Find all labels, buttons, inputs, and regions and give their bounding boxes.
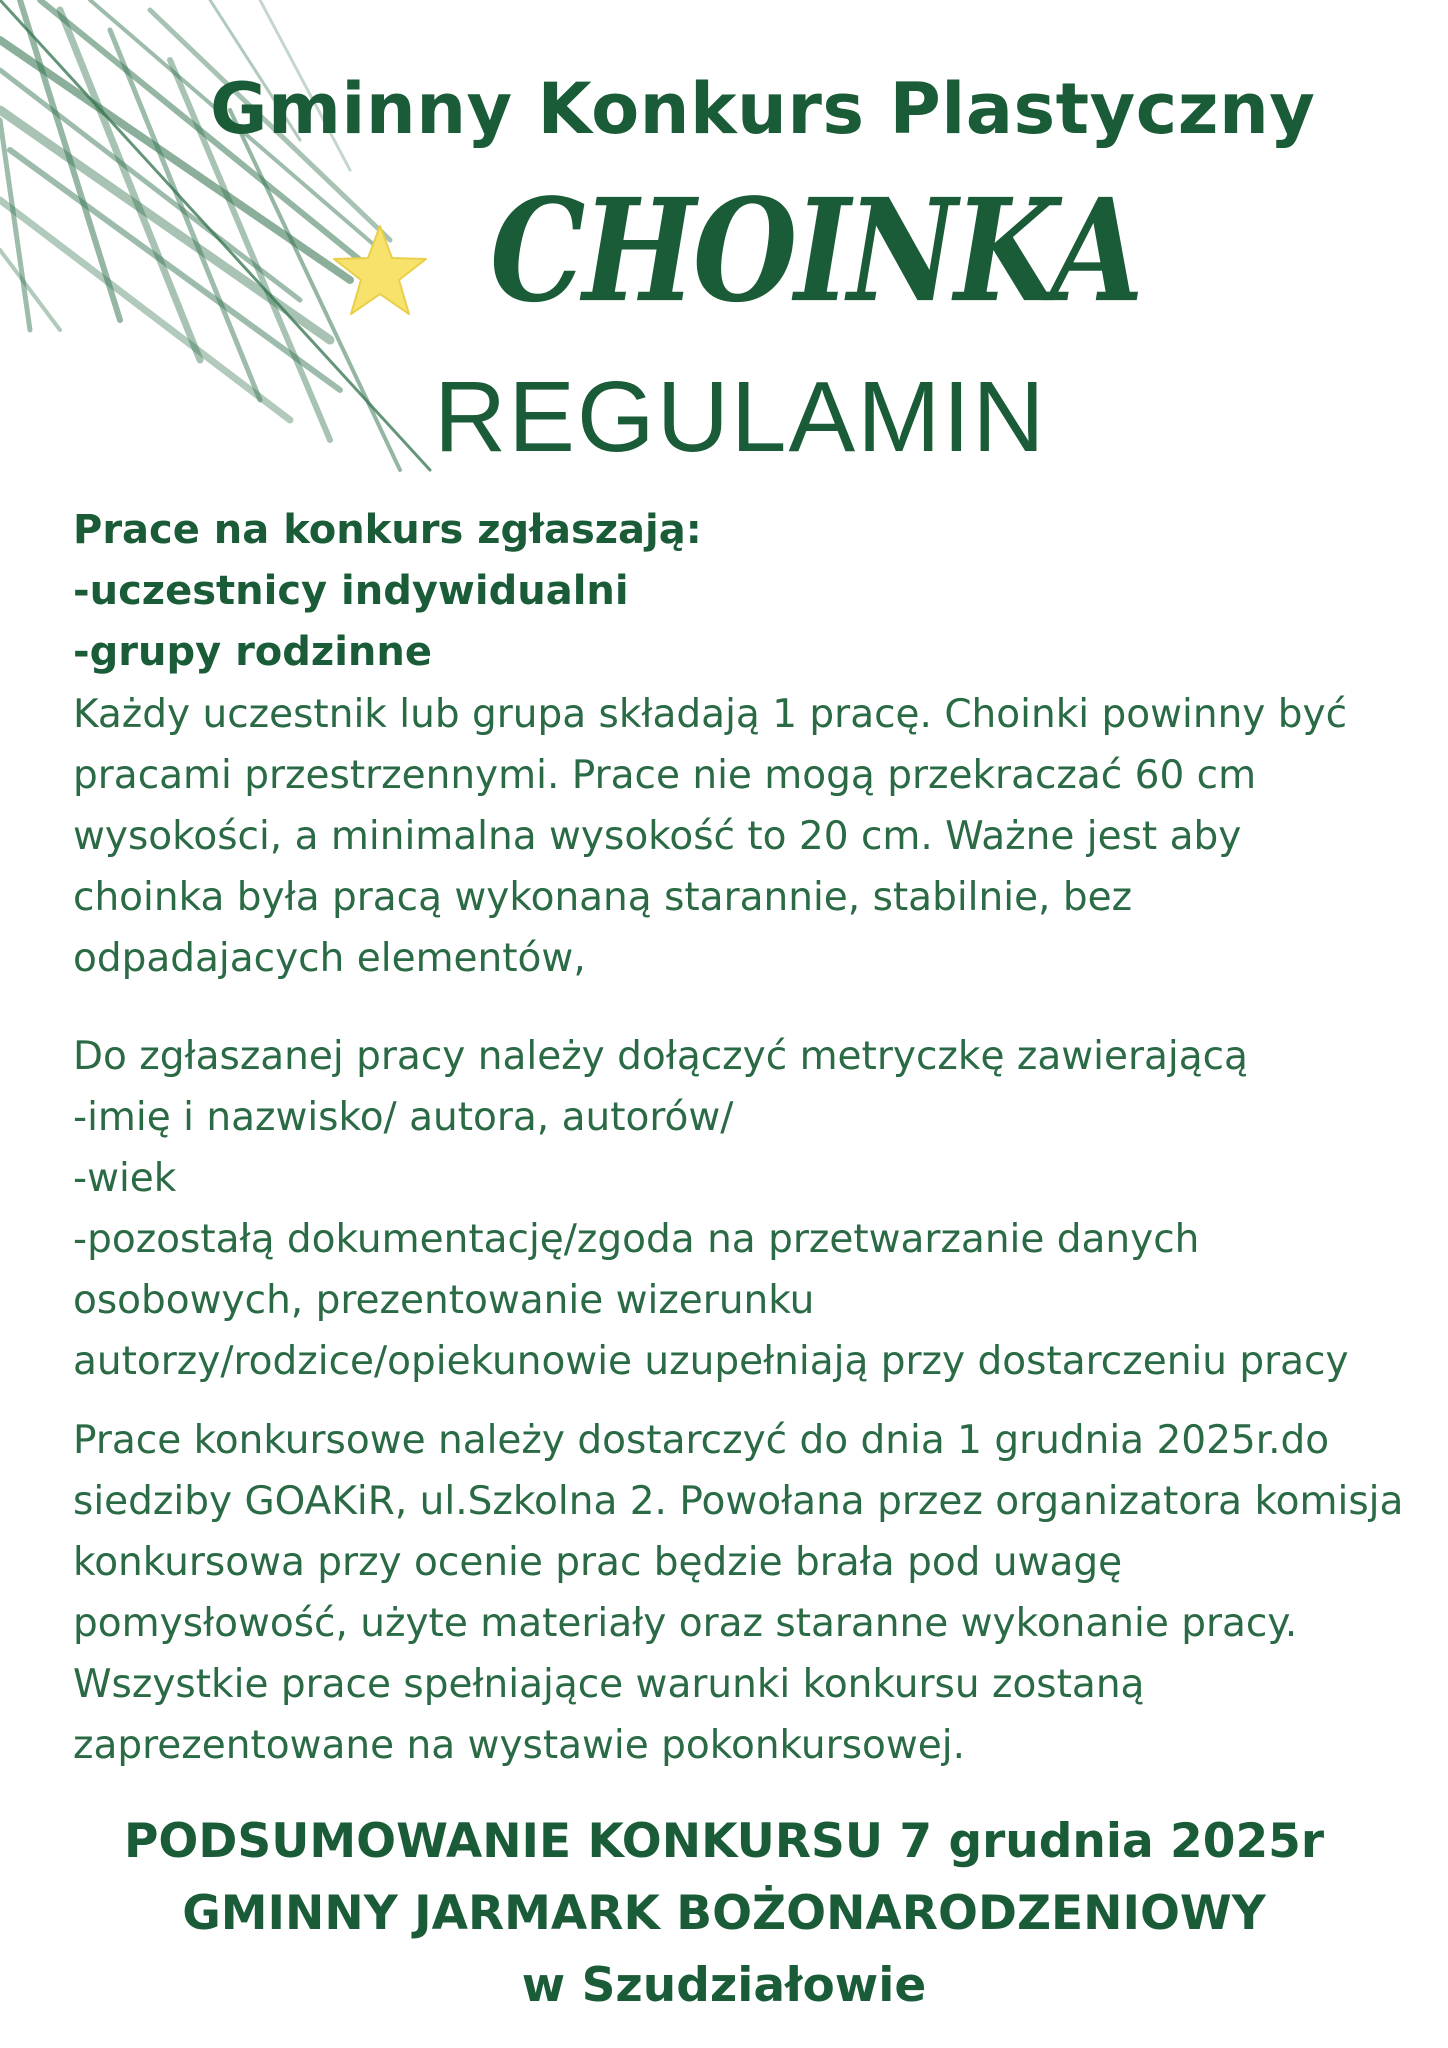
paragraph-line: wysokości, a minimalna wysokość to 20 cm. Ważne jest aby [73, 814, 1242, 859]
paragraph-line: pracami przestrzennymi. Prace nie mogą przekraczać 60 cm [73, 753, 1257, 798]
paragraph-rules [73, 684, 1433, 989]
paragraph-line: zaprezentowane na wystawie pokonkursowej. [73, 1723, 965, 1768]
paragraph-line: -wiek [73, 1156, 177, 1201]
paragraph-line: -pozostałą dokumentację/zgoda na przetwarzanie danych [73, 1217, 1200, 1262]
intro-line: -grupy rodzinne [73, 629, 432, 675]
paragraph-line: choinka była pracą wykonaną starannie, stabilnie, bez [73, 875, 1133, 920]
page-title: Gminny Konkurs Plastyczny [210, 68, 1316, 150]
intro-line: -uczestnicy indywidualni [73, 568, 629, 614]
paragraph-metryczka [73, 1026, 1433, 1392]
summary-footer [0, 1806, 1448, 2022]
regulamin-heading: REGULAMIN [434, 361, 1047, 473]
footer-line: GMINNY JARMARK BOŻONARODZENIOWY [182, 1886, 1266, 1941]
paragraph-line: siedziby GOAKiR, ul.Szkolna 2. Powołana przez organizatora komisja [73, 1479, 1404, 1524]
paragraph-line: odpadajacych elementów, [73, 936, 586, 981]
star-icon [330, 222, 430, 318]
paragraph-line: Prace konkursowe należy dostarczyć do dnia 1 grudnia 2025r.do [73, 1418, 1330, 1463]
paragraph-line: Wszystkie prace spełniające warunki konkursu zostaną [73, 1662, 1145, 1707]
intro-section [73, 500, 1373, 683]
footer-line: w Szudziałowie [521, 1958, 927, 2013]
paragraph-line: -imię i nazwisko/ autora, autorów/ [73, 1095, 734, 1140]
choinka-heading: CHOINKA [490, 168, 1141, 335]
paragraph-line: Do zgłaszanej pracy należy dołączyć metryczkę zawierającą [73, 1034, 1248, 1079]
paragraph-line: konkursowa przy ocenie prac będzie brała pod uwagę [73, 1540, 1123, 1585]
footer-line: PODSUMOWANIE KONKURSU 7 grudnia 2025r [123, 1814, 1325, 1869]
paragraph-delivery [73, 1410, 1433, 1776]
paragraph-line: Każdy uczestnik lub grupa składają 1 pracę. Choinki powinny być [73, 692, 1348, 737]
intro-line: Prace na konkurs zgłaszają: [73, 507, 702, 553]
paragraph-line: autorzy/rodzice/opiekunowie uzupełniają przy dostarczeniu pracy [73, 1339, 1349, 1384]
paragraph-line: osobowych, prezentowanie wizerunku [73, 1278, 815, 1323]
paragraph-line: pomysłowość, użyte materiały oraz staranne wykonanie pracy. [73, 1601, 1298, 1646]
